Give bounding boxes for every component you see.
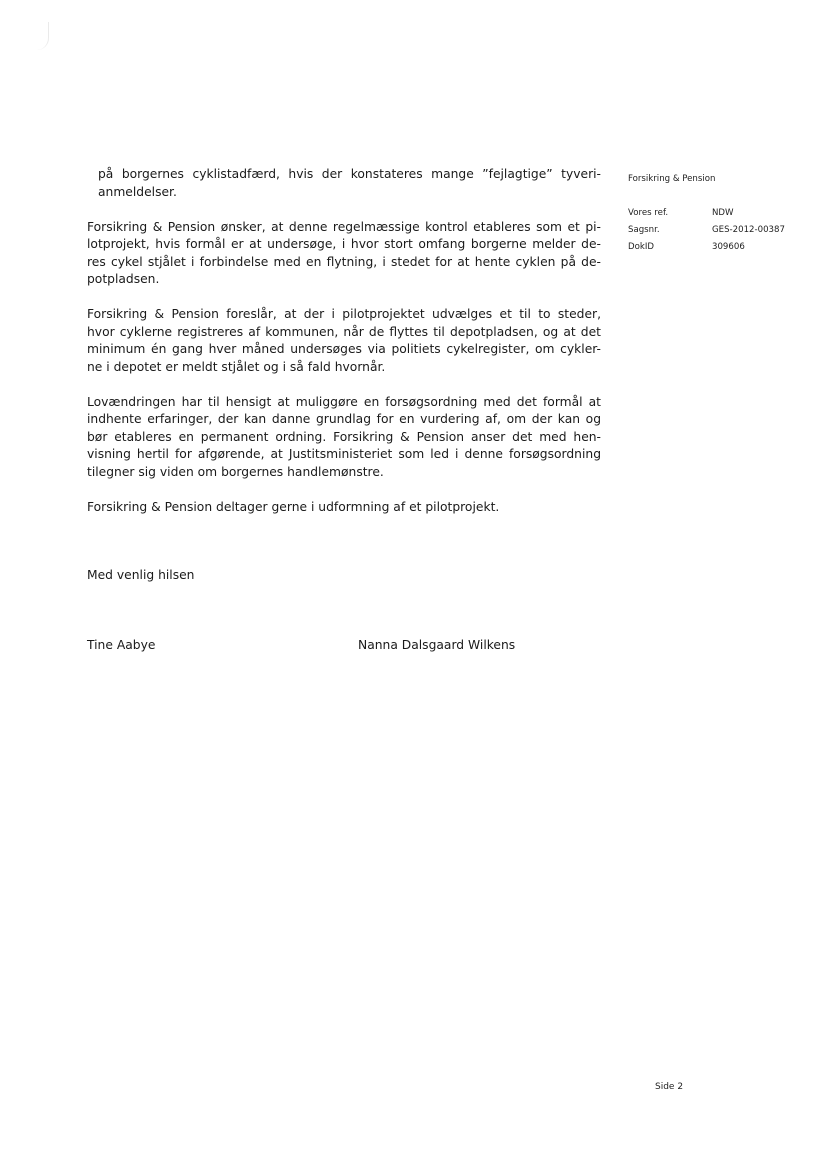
paragraph <box>87 166 601 201</box>
paragraph <box>87 306 601 376</box>
text-line: Forsikring & Pension foreslår, at der i pilotprojektet udvælges et til to steder, <box>87 307 601 321</box>
ref-label: Sagsnr. <box>628 225 660 235</box>
paragraph <box>87 394 601 482</box>
text-line: bør etableres en permanent ordning. Forsikring & Pension anser det med hen- <box>87 429 601 444</box>
text-line: res cykel stjålet i forbindelse med en flytning, i stedet for at hente cyklen på de- <box>87 254 601 269</box>
ref-row <box>628 222 785 239</box>
text-line: Forsikring & Pension deltager gerne i udformning af et pilotprojekt. <box>87 499 500 514</box>
ref-row <box>628 205 785 222</box>
text-line: på borgernes cyklistadfærd, hvis der konstateres mange ”fejlagtige” tyveri- <box>98 167 601 181</box>
text-line: minimum én gang hver måned undersøges via politiets cykelregister, om cykler- <box>87 342 601 356</box>
ref-label: Vores ref. <box>628 208 669 218</box>
scan-mark <box>28 22 49 50</box>
text-line: anmeldelser. <box>98 184 177 199</box>
ref-value: NDW <box>712 208 734 218</box>
page-number: Side 2 <box>655 1082 684 1092</box>
ref-label: DokID <box>628 242 655 252</box>
paragraph <box>87 499 601 517</box>
ref-value: 309606 <box>712 242 745 252</box>
signatory-2: Nanna Dalsgaard Wilkens <box>358 638 516 652</box>
reference-block <box>628 171 785 256</box>
text-line: Lovændringen har til hensigt at muliggøre en forsøgsordning med det formål at <box>87 394 601 409</box>
ref-row <box>628 239 785 256</box>
text-line: Forsikring & Pension ønsker, at denne regelmæssige kontrol etableres som et pi- <box>87 219 601 234</box>
signatory-1: Tine Aabye <box>87 638 156 652</box>
text-line: hvor cyklerne registreres af kommunen, når de flyttes til depotpladsen, og at det <box>87 324 601 339</box>
closing: Med venlig hilsen <box>87 568 195 582</box>
text-line: tilegner sig viden om borgernes handlemønstre. <box>87 464 384 479</box>
text-line: ne i depotet er meldt stjålet og i så fald hvornår. <box>87 359 386 374</box>
letter-body <box>87 166 601 534</box>
paragraph <box>87 219 601 289</box>
ref-value: GES-2012-00387 <box>712 225 785 235</box>
text-line: visning hertil for afgørende, at Justitsministeriet som led i denne forsøgsordning <box>87 447 601 461</box>
text-line: indhente erfaringer, der kan danne grundlag for en vurdering af, om der kan og <box>87 412 601 426</box>
text-line: lotprojekt, hvis formål er at undersøge, i hvor stort omfang borgerne melder de- <box>87 237 601 251</box>
text-line: potpladsen. <box>87 272 160 286</box>
org-name: Forsikring & Pension <box>628 174 716 184</box>
